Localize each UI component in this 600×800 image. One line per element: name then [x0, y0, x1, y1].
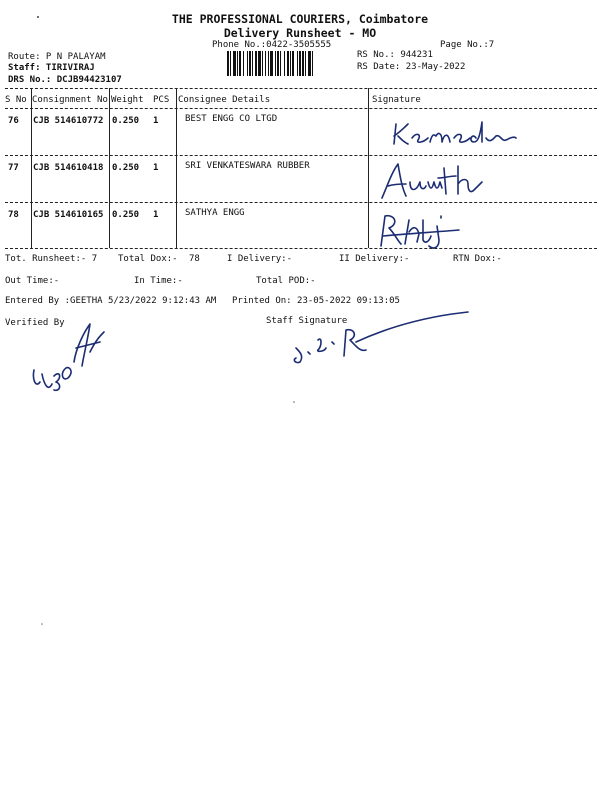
row-2-pcs: 1: [153, 163, 159, 173]
document-title: Delivery Runsheet - MO: [223, 26, 377, 40]
column-header-pcs: PCS: [153, 95, 170, 105]
drs-number: DRS No.: DCJB94423107: [8, 75, 122, 85]
row-2-sno: 77: [8, 163, 19, 173]
row-2-consignee: SRI VENKATESWARA RUBBER: [185, 161, 310, 171]
page-number: Page No.:7: [440, 40, 495, 50]
in-time: In Time:-: [134, 276, 183, 286]
scan-speck: [292, 400, 296, 404]
phone-number: Phone No.:0422-3505555: [212, 40, 332, 50]
row-1-consignee: BEST ENGG CO LTGD: [185, 114, 278, 124]
scan-speck: [36, 15, 40, 19]
total-pod: Total POD:-: [256, 276, 316, 286]
company-name: THE PROFESSIONAL COURIERS, Coimbatore: [171, 12, 429, 26]
rs-number: RS No.: 944231: [357, 50, 433, 60]
recipient-signature-row-1: [390, 118, 520, 153]
i-delivery: I Delivery:-: [227, 254, 293, 264]
column-header-consignment: Consignment No: [32, 95, 108, 105]
row-2-consignment: CJB 514610418: [33, 163, 104, 173]
entered-by: Entered By :GEETHA 5/23/2022 9:12:43 AM: [5, 296, 217, 306]
column-divider: [368, 88, 369, 248]
staff: Staff: TIRIVIRAJ: [8, 63, 95, 73]
total-dox-value: 78: [189, 254, 200, 264]
column-header-consignee: Consignee Details: [178, 95, 271, 105]
table-top-border: [5, 88, 597, 89]
staff-signature-label: Staff Signature: [266, 316, 348, 326]
route: Route: P N PALAYAM: [8, 52, 106, 62]
row-1-consignment: CJB 514610772: [33, 116, 104, 126]
row-1-weight: 0.250: [112, 116, 140, 126]
column-divider: [31, 88, 32, 248]
row-3-weight: 0.250: [112, 210, 140, 220]
rtn-dox: RTN Dox:-: [453, 254, 502, 264]
barcode: [227, 51, 330, 76]
column-header-sno: S No: [5, 95, 27, 105]
total-runsheet: Tot. Runsheet:- 7: [5, 254, 98, 264]
row-3-consignee: SATHYA ENGG: [185, 208, 245, 218]
row-3-sno: 78: [8, 210, 19, 220]
row-2-weight: 0.250: [112, 163, 140, 173]
row-3-consignment: CJB 514610165: [33, 210, 104, 220]
row-1-sno: 76: [8, 116, 19, 126]
total-dox-label: Total Dox:-: [118, 254, 178, 264]
staff-signature: [282, 306, 472, 368]
column-divider: [176, 88, 177, 248]
printed-on: Printed On: 23-05-2022 09:13:05: [232, 296, 400, 306]
ii-delivery: II Delivery:-: [339, 254, 410, 264]
scan-speck: [40, 622, 44, 626]
rs-date: RS Date: 23-May-2022: [357, 62, 466, 72]
row-divider: [5, 202, 597, 203]
table-header-border: [5, 108, 597, 109]
table-bottom-border: [5, 248, 597, 249]
row-3-pcs: 1: [153, 210, 159, 220]
row-divider: [5, 155, 597, 156]
recipient-signature-row-3: [375, 212, 465, 250]
column-divider: [109, 88, 110, 248]
out-time: Out Time:-: [5, 276, 60, 286]
verified-by-label: Verified By: [5, 318, 65, 328]
column-header-weight: Weight: [111, 95, 144, 105]
column-header-signature: Signature: [372, 95, 421, 105]
row-1-pcs: 1: [153, 116, 159, 126]
recipient-signature-row-2: [378, 160, 488, 205]
verifier-signature: [28, 318, 138, 398]
